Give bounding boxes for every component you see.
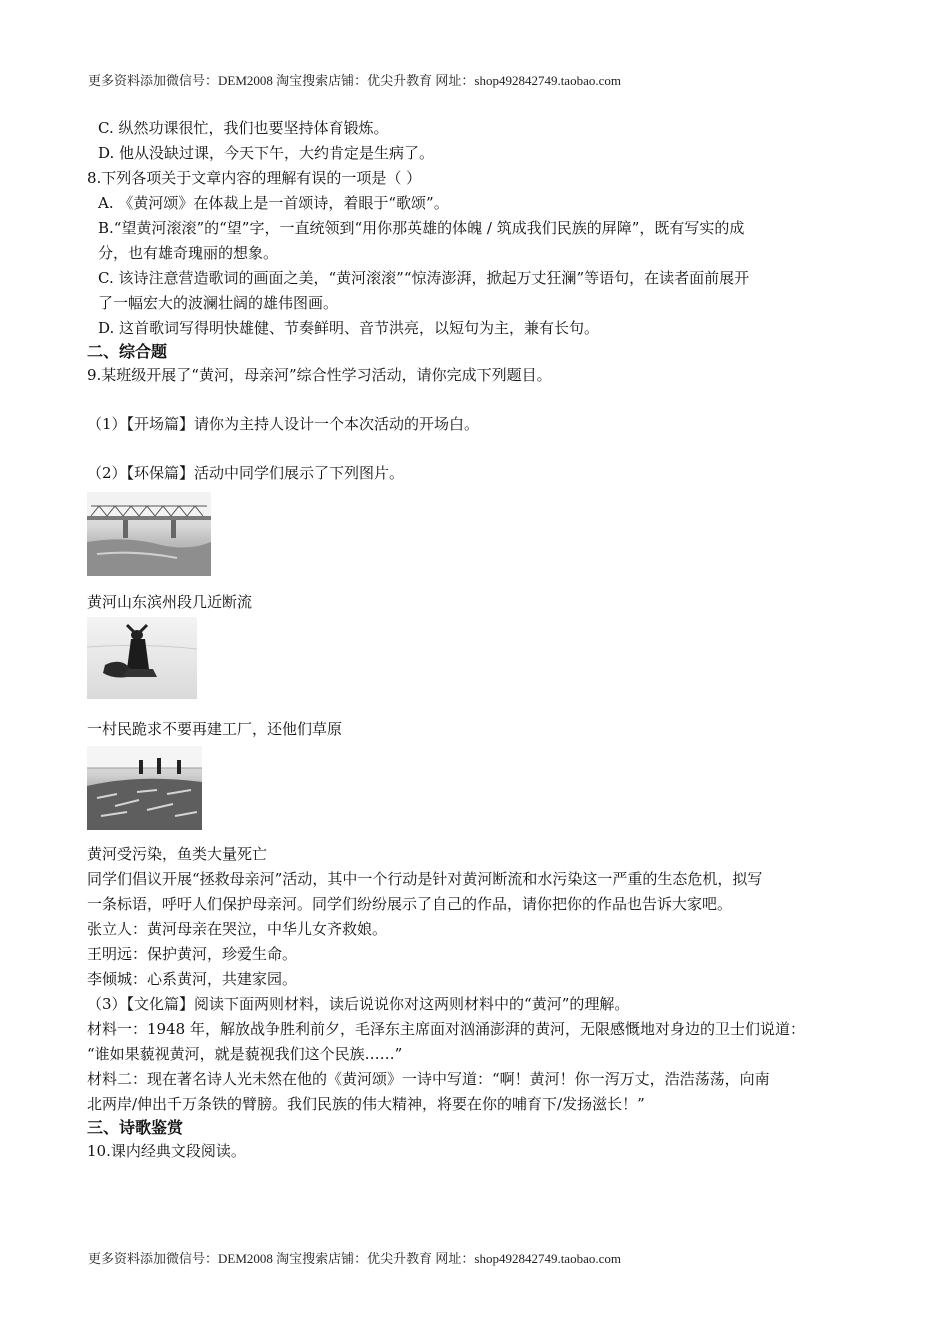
document-body	[87, 116, 877, 1164]
material-1-line1: 材料一：1948 年，解放战争胜利前夕，毛泽东主席面对汹涌澎湃的黄河，无限感慨地对身边的卫士们说道：	[87, 1020, 805, 1038]
q8-option-b-line1: B.“望黄河滚滚”的“望”字，一直统领到“用你那英雄的体魄 / 筑成我们民族的屏障”，既有写实的成	[98, 219, 745, 237]
q7-option-c: C. 纵然功课很忙，我们也要坚持体育锻炼。	[98, 119, 389, 137]
q8-option-c-line2: 了一幅宏大的波澜壮阔的雄伟图画。	[98, 294, 339, 312]
q9-paragraph-line1: 同学们倡议开展“拯救母亲河”活动，其中一个行动是针对黄河断流和水污染这一严重的生态危机，拟写	[87, 870, 763, 888]
section-3-title: 三、诗歌鉴赏	[87, 1118, 184, 1137]
photo-bridge-dry-river	[87, 492, 211, 576]
material-2-line2: 北两岸/伸出千万条铁的臂膀。我们民族的伟大精神，将要在你的哺育下/发扬滋长！”	[87, 1095, 645, 1113]
q9-part1: （1）【开场篇】请你为主持人设计一个本次活动的开场白。	[87, 415, 480, 433]
q9-part2: （2）【环保篇】活动中同学们展示了下列图片。	[87, 464, 405, 482]
material-2-line1: 材料二：现在著名诗人光未然在他的《黄河颂》一诗中写道：“啊！黄河！你一泻万丈，浩浩荡荡，向南	[87, 1070, 770, 1088]
slogan-li: 李倾城：心系黄河，共建家园。	[87, 970, 298, 988]
slogan-wang: 王明远：保护黄河，珍爱生命。	[87, 945, 298, 963]
q8-stem: 8.下列各项关于文章内容的理解有误的一项是（ ）	[87, 169, 422, 187]
photo-villager-kneeling	[87, 617, 197, 699]
page-footer: 更多资料添加微信号：DEM2008 淘宝搜索店铺：优尖升教育 网址：shop492842749.taobao.com	[88, 1251, 621, 1266]
material-1-line2: “谁如果藐视黄河，就是藐视我们这个民族……”	[87, 1045, 403, 1063]
q8-option-d: D. 这首歌词写得明快雄健、节奏鲜明、音节洪亮，以短句为主，兼有长句。	[98, 319, 600, 337]
q9-stem: 9.某班级开展了“黄河，母亲河”综合性学习活动，请你完成下列题目。	[87, 366, 552, 384]
page-header: 更多资料添加微信号：DEM2008 淘宝搜索店铺：优尖升教育 网址：shop492842749.taobao.com	[88, 73, 621, 88]
slogan-zhang: 张立人：黄河母亲在哭泣，中华儿女齐救娘。	[87, 920, 388, 938]
photo-dead-fish	[87, 746, 202, 830]
photo-caption-1: 黄河山东滨州段几近断流	[87, 593, 253, 611]
q10-stem: 10.课内经典文段阅读。	[87, 1142, 246, 1160]
q8-option-a: A. 《黄河颂》在体裁上是一首颂诗，着眼于“歌颂”。	[98, 194, 449, 212]
photo-caption-3: 黄河受污染，鱼类大量死亡	[87, 845, 268, 863]
section-2-title: 二、综合题	[87, 342, 168, 361]
photo-caption-2: 一村民跪求不要再建工厂，还他们草原	[87, 720, 343, 738]
q9-paragraph-line2: 一条标语，呼吁人们保护母亲河。同学们纷纷展示了自己的作品，请你把你的作品也告诉大家吧。	[87, 895, 733, 913]
q8-option-c-line1: C. 该诗注意营造歌词的画面之美，“黄河滚滚”“惊涛澎湃，掀起万丈狂澜”等语句，在读者面前展开	[98, 269, 750, 287]
q7-option-d: D. 他从没缺过课，今天下午，大约肯定是生病了。	[98, 144, 435, 162]
q8-option-b-line2: 分，也有雄奇瑰丽的想象。	[98, 244, 279, 262]
q9-part3: （3）【文化篇】阅读下面两则材料，读后说说你对这两则材料中的“黄河”的理解。	[87, 995, 630, 1013]
